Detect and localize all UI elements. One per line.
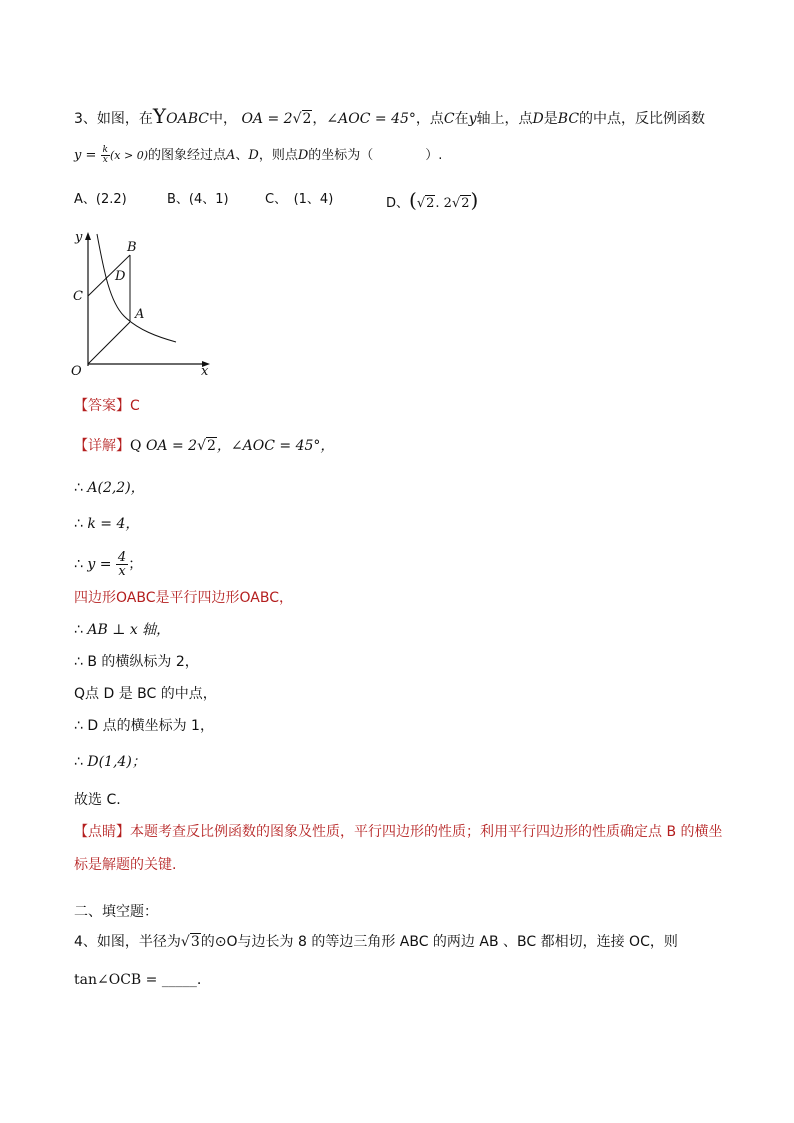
step-line <box>74 620 170 640</box>
step-text: D(1,4)； <box>87 754 146 770</box>
text-cond2: 在 <box>454 111 469 127</box>
fraction-numerator: 4 <box>117 550 127 565</box>
detail-tag: 【详解】 <box>74 438 130 454</box>
step-y: y = <box>87 556 112 573</box>
function-fraction <box>101 146 110 165</box>
point-c: C <box>443 111 455 127</box>
answer-value: C <box>130 398 140 414</box>
option-d <box>386 188 478 212</box>
label-a: A <box>135 307 145 322</box>
text-zhong: 中， <box>208 111 237 127</box>
step-text: D 点的横坐标为 1， <box>87 718 214 734</box>
step-fraction <box>116 551 128 578</box>
label-y: y <box>75 230 83 245</box>
sqrt-2: √2 <box>292 111 312 127</box>
question-4-line-2 <box>74 970 201 990</box>
answer-tag: 【答案】 <box>74 398 130 414</box>
option-d-mid: . 2 <box>435 196 452 211</box>
step-line <box>74 716 214 736</box>
therefore-symbol: ∴ <box>74 718 83 734</box>
option-a: A、(2.2) <box>74 192 127 207</box>
therefore-symbol: ∴ <box>74 754 83 770</box>
paren-close: ) <box>470 188 479 212</box>
comment-text: 标是解题的关键. <box>74 857 177 873</box>
point-d: D <box>248 148 259 163</box>
segment-oa <box>88 322 130 364</box>
question-3-line-1 <box>74 106 705 129</box>
sqrt-radicand: 2 <box>426 196 435 211</box>
step-text: A(2,2)， <box>87 480 145 496</box>
step-line <box>74 790 121 810</box>
step-line <box>74 514 139 534</box>
option-d-label: D、 <box>386 196 410 211</box>
sqrt-2: √2 <box>416 196 435 211</box>
text-line2b: ，则点 <box>258 148 298 163</box>
text-cond1: ，点 <box>415 111 444 127</box>
angle-aoc: ，∠AOC = 45°， <box>216 438 335 454</box>
section-heading: 二、填空题： <box>74 904 158 920</box>
q4-text: 的⊙O与边长为 8 的等边三角形 ABC 的两边 AB 、BC 都相切，连接 OC，则 <box>200 934 678 950</box>
therefore-symbol: ∴ <box>74 654 83 670</box>
text-cond4: 是 <box>543 111 558 127</box>
sqrt-radicand: 2 <box>461 196 470 211</box>
step-text: Q点 D 是 BC 的中点， <box>74 686 217 702</box>
parallelogram-symbol: Y <box>152 104 167 128</box>
answer-line <box>74 396 140 416</box>
detail-line <box>74 436 334 456</box>
comma: ， <box>312 111 327 127</box>
step-tail: ； <box>128 556 143 573</box>
sqrt-3: √3 <box>180 934 200 950</box>
shape-name: OABC <box>166 111 209 127</box>
since-symbol: Q <box>130 438 142 454</box>
function-y: y = <box>74 148 97 163</box>
sqrt-radicand: 2 <box>302 111 312 127</box>
label-x: x <box>201 364 209 379</box>
question-number: 3、如图，在 <box>74 111 153 127</box>
y-axis-arrow <box>85 232 91 240</box>
paren-open: ( <box>409 188 417 212</box>
q4-text: 4、如图，半径为 <box>74 934 181 950</box>
label-c: C <box>73 289 83 304</box>
step-line <box>74 652 199 672</box>
oa-length: OA = 2 <box>145 438 198 454</box>
sqrt-2: √2 <box>197 438 216 454</box>
point-d: D <box>297 148 309 163</box>
label-b: B <box>127 240 137 255</box>
point-a: A <box>226 148 236 163</box>
step-text: B 的横纵标为 2， <box>87 654 199 670</box>
label-o: O <box>71 364 82 379</box>
text-line2a: 的图象经过点 <box>147 148 226 163</box>
fraction-denominator: x <box>102 155 108 165</box>
text-cond5: 的中点，反比例函数 <box>579 111 706 127</box>
oa-length: OA = 2 <box>241 111 293 127</box>
point-d: D <box>532 111 544 127</box>
step-text: 故选 C. <box>74 792 121 808</box>
step-text: k = 4， <box>87 516 140 532</box>
angle-aoc: ∠AOC = 45° <box>326 111 416 127</box>
text-line2c: 的坐标为（ ）. <box>308 148 443 163</box>
therefore-symbol: ∴ <box>74 622 83 638</box>
fraction-denominator: x <box>118 564 126 579</box>
y-axis-symbol: y <box>468 111 477 127</box>
step-line <box>74 588 293 608</box>
question-4-line-1 <box>74 932 678 952</box>
therefore-symbol: ∴ <box>74 516 83 532</box>
comment-line-1 <box>74 822 723 842</box>
step-text: 四边形OABC是平行四边形OABC， <box>74 590 293 606</box>
sqrt-2: √2 <box>451 196 470 211</box>
therefore-symbol: ∴ <box>74 480 83 496</box>
therefore-symbol: ∴ <box>74 556 83 573</box>
sqrt-radicand: 2 <box>207 438 216 454</box>
option-b: B、(4、1) <box>167 192 229 207</box>
option-c: C、 (1、4) <box>265 192 334 207</box>
function-domain: (x > 0) <box>109 149 148 162</box>
comment-line-2 <box>74 855 176 875</box>
step-text: AB ⊥ x 轴， <box>87 622 171 638</box>
segment-bc: BC <box>557 111 580 127</box>
q4-blank: tan∠OCB = _____. <box>74 972 202 988</box>
step-line <box>74 684 217 704</box>
figure-graph <box>66 224 216 384</box>
text-cond3: 轴上，点 <box>476 111 533 127</box>
question-3-line-2 <box>74 146 442 166</box>
comment-tag: 【点睛】 <box>74 824 130 840</box>
label-d: D <box>115 269 126 284</box>
step-line <box>74 478 145 498</box>
step-line <box>74 752 146 772</box>
step-line <box>74 551 142 578</box>
sqrt-radicand: 3 <box>190 934 200 950</box>
comment-text: 本题考查反比例函数的图象及性质，平行四边形的性质；利用平行四边形的性质确定点 B 的横坐 <box>130 824 723 840</box>
separator: 、 <box>235 148 249 163</box>
fraction-numerator: k <box>102 145 108 155</box>
